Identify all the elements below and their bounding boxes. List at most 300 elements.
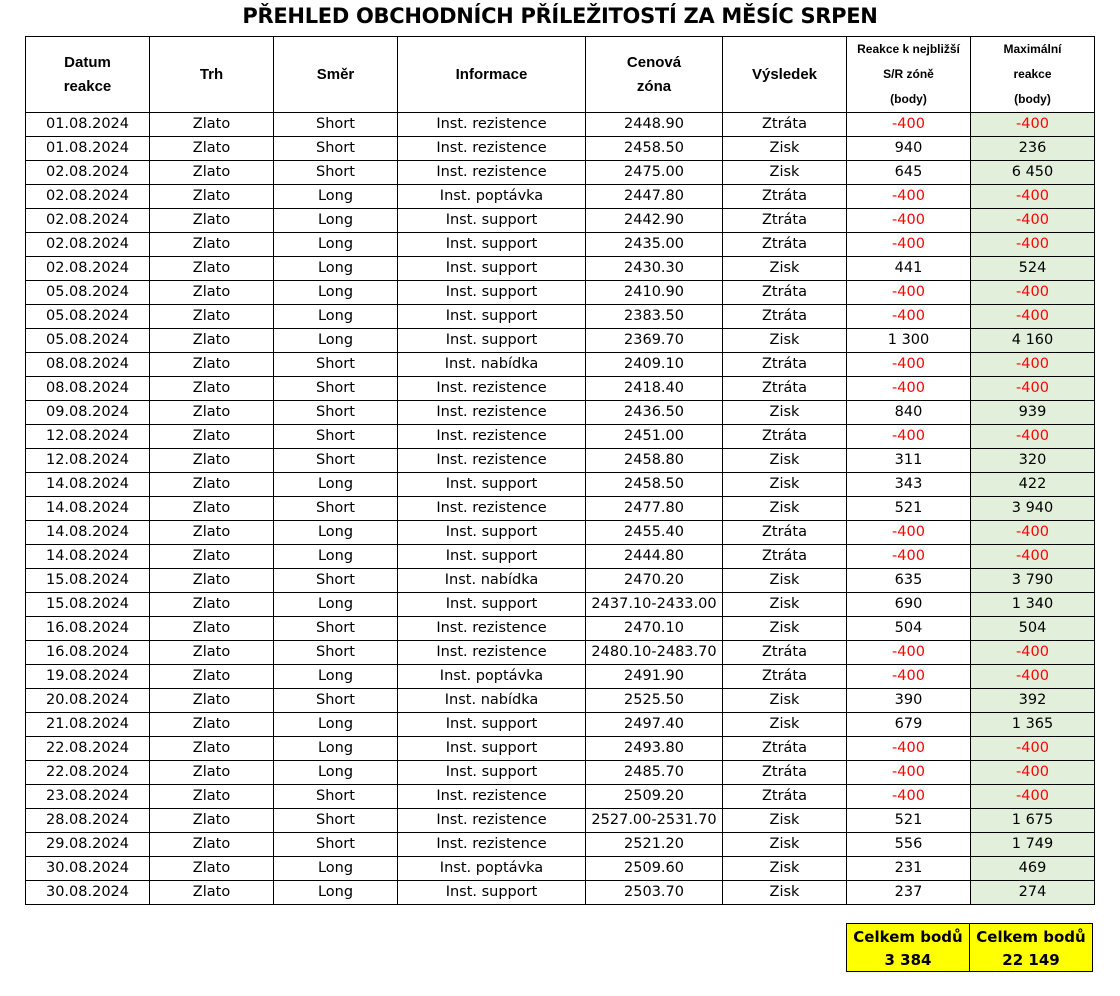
cell-market: Zlato bbox=[150, 449, 274, 473]
cell-date: 09.08.2024 bbox=[26, 401, 150, 425]
cell-direction: Short bbox=[274, 377, 398, 401]
cell-market: Zlato bbox=[150, 257, 274, 281]
cell-zone: 2458.50 bbox=[586, 473, 723, 497]
cell-market: Zlato bbox=[150, 545, 274, 569]
cell-max-reaction: -400 bbox=[971, 521, 1095, 545]
cell-market: Zlato bbox=[150, 377, 274, 401]
cell-market: Zlato bbox=[150, 857, 274, 881]
cell-zone: 2527.00-2531.70 bbox=[586, 809, 723, 833]
cell-sr-reaction: 237 bbox=[847, 881, 971, 905]
total-sr-cell bbox=[847, 924, 970, 972]
cell-zone: 2447.80 bbox=[586, 185, 723, 209]
cell-date: 12.08.2024 bbox=[26, 425, 150, 449]
cell-direction: Short bbox=[274, 833, 398, 857]
table-row bbox=[26, 257, 1095, 281]
cell-date: 22.08.2024 bbox=[26, 761, 150, 785]
cell-direction: Long bbox=[274, 209, 398, 233]
cell-max-reaction: -400 bbox=[971, 113, 1095, 137]
table-row bbox=[26, 161, 1095, 185]
cell-zone: 2491.90 bbox=[586, 665, 723, 689]
cell-max-reaction: 320 bbox=[971, 449, 1095, 473]
cell-market: Zlato bbox=[150, 809, 274, 833]
cell-max-reaction: 1 340 bbox=[971, 593, 1095, 617]
cell-info: Inst. support bbox=[398, 281, 586, 305]
cell-date: 08.08.2024 bbox=[26, 377, 150, 401]
cell-result: Zisk bbox=[723, 593, 847, 617]
cell-date: 22.08.2024 bbox=[26, 737, 150, 761]
cell-market: Zlato bbox=[150, 209, 274, 233]
cell-info: Inst. nabídka bbox=[398, 689, 586, 713]
cell-info: Inst. rezistence bbox=[398, 497, 586, 521]
cell-direction: Short bbox=[274, 353, 398, 377]
cell-info: Inst. rezistence bbox=[398, 425, 586, 449]
header-max-reakce: Maximální reakce (body) bbox=[971, 37, 1095, 113]
cell-zone: 2477.80 bbox=[586, 497, 723, 521]
cell-market: Zlato bbox=[150, 689, 274, 713]
cell-sr-reaction: 679 bbox=[847, 713, 971, 737]
cell-max-reaction: -400 bbox=[971, 665, 1095, 689]
cell-market: Zlato bbox=[150, 521, 274, 545]
cell-market: Zlato bbox=[150, 833, 274, 857]
cell-sr-reaction: 645 bbox=[847, 161, 971, 185]
cell-result: Zisk bbox=[723, 161, 847, 185]
cell-result: Ztráta bbox=[723, 377, 847, 401]
cell-market: Zlato bbox=[150, 761, 274, 785]
cell-info: Inst. support bbox=[398, 473, 586, 497]
cell-direction: Short bbox=[274, 401, 398, 425]
cell-sr-reaction: 1 300 bbox=[847, 329, 971, 353]
header-row bbox=[26, 37, 1095, 113]
table-row bbox=[26, 401, 1095, 425]
cell-date: 14.08.2024 bbox=[26, 473, 150, 497]
opportunities-table bbox=[25, 36, 1095, 905]
cell-result: Zisk bbox=[723, 329, 847, 353]
cell-sr-reaction: 840 bbox=[847, 401, 971, 425]
header-cenova-zona: Cenová zóna bbox=[586, 37, 723, 113]
cell-info: Inst. rezistence bbox=[398, 449, 586, 473]
cell-date: 28.08.2024 bbox=[26, 809, 150, 833]
cell-result: Zisk bbox=[723, 497, 847, 521]
cell-sr-reaction: 940 bbox=[847, 137, 971, 161]
page-title: PŘEHLED OBCHODNÍCH PŘÍLEŽITOSTÍ ZA MĚSÍC SRPEN bbox=[242, 4, 878, 28]
cell-info: Inst. rezistence bbox=[398, 641, 586, 665]
cell-direction: Short bbox=[274, 617, 398, 641]
cell-result: Ztráta bbox=[723, 737, 847, 761]
table-row bbox=[26, 593, 1095, 617]
cell-market: Zlato bbox=[150, 785, 274, 809]
cell-zone: 2435.00 bbox=[586, 233, 723, 257]
cell-result: Ztráta bbox=[723, 665, 847, 689]
cell-market: Zlato bbox=[150, 353, 274, 377]
table-row bbox=[26, 137, 1095, 161]
cell-date: 02.08.2024 bbox=[26, 161, 150, 185]
cell-date: 12.08.2024 bbox=[26, 449, 150, 473]
cell-market: Zlato bbox=[150, 425, 274, 449]
cell-sr-reaction: 504 bbox=[847, 617, 971, 641]
cell-date: 01.08.2024 bbox=[26, 113, 150, 137]
cell-zone: 2470.20 bbox=[586, 569, 723, 593]
cell-direction: Long bbox=[274, 233, 398, 257]
cell-info: Inst. poptávka bbox=[398, 857, 586, 881]
cell-direction: Long bbox=[274, 713, 398, 737]
cell-info: Inst. support bbox=[398, 713, 586, 737]
table-row bbox=[26, 185, 1095, 209]
cell-zone: 2480.10-2483.70 bbox=[586, 641, 723, 665]
cell-max-reaction: -400 bbox=[971, 737, 1095, 761]
cell-direction: Long bbox=[274, 761, 398, 785]
cell-zone: 2458.80 bbox=[586, 449, 723, 473]
table-row bbox=[26, 425, 1095, 449]
cell-date: 14.08.2024 bbox=[26, 545, 150, 569]
table-row bbox=[26, 785, 1095, 809]
total-sr-value: 3 384 bbox=[884, 950, 932, 969]
header-smer: Směr bbox=[274, 37, 398, 113]
table-row bbox=[26, 281, 1095, 305]
cell-sr-reaction: 343 bbox=[847, 473, 971, 497]
cell-direction: Short bbox=[274, 113, 398, 137]
cell-sr-reaction: 635 bbox=[847, 569, 971, 593]
cell-result: Zisk bbox=[723, 617, 847, 641]
cell-sr-reaction: 556 bbox=[847, 833, 971, 857]
cell-date: 15.08.2024 bbox=[26, 569, 150, 593]
cell-zone: 2437.10-2433.00 bbox=[586, 593, 723, 617]
cell-result: Ztráta bbox=[723, 545, 847, 569]
table-row bbox=[26, 617, 1095, 641]
cell-zone: 2430.30 bbox=[586, 257, 723, 281]
cell-info: Inst. support bbox=[398, 761, 586, 785]
cell-result: Zisk bbox=[723, 809, 847, 833]
cell-date: 23.08.2024 bbox=[26, 785, 150, 809]
cell-zone: 2444.80 bbox=[586, 545, 723, 569]
cell-date: 20.08.2024 bbox=[26, 689, 150, 713]
cell-date: 02.08.2024 bbox=[26, 209, 150, 233]
cell-info: Inst. support bbox=[398, 881, 586, 905]
table-row bbox=[26, 521, 1095, 545]
cell-info: Inst. rezistence bbox=[398, 617, 586, 641]
cell-date: 05.08.2024 bbox=[26, 329, 150, 353]
table-body bbox=[26, 113, 1095, 905]
total-max-value: 22 149 bbox=[1002, 950, 1060, 969]
cell-result: Zisk bbox=[723, 833, 847, 857]
cell-result: Ztráta bbox=[723, 785, 847, 809]
cell-direction: Short bbox=[274, 161, 398, 185]
cell-direction: Long bbox=[274, 185, 398, 209]
cell-market: Zlato bbox=[150, 113, 274, 137]
table-row bbox=[26, 809, 1095, 833]
cell-sr-reaction: -400 bbox=[847, 377, 971, 401]
cell-result: Zisk bbox=[723, 137, 847, 161]
cell-date: 19.08.2024 bbox=[26, 665, 150, 689]
table-row bbox=[26, 545, 1095, 569]
cell-result: Zisk bbox=[723, 881, 847, 905]
cell-direction: Long bbox=[274, 737, 398, 761]
table-row bbox=[26, 329, 1095, 353]
cell-direction: Long bbox=[274, 281, 398, 305]
cell-sr-reaction: 231 bbox=[847, 857, 971, 881]
header-datum: Datum reakce bbox=[26, 37, 150, 113]
cell-market: Zlato bbox=[150, 569, 274, 593]
cell-zone: 2470.10 bbox=[586, 617, 723, 641]
cell-direction: Short bbox=[274, 689, 398, 713]
cell-result: Zisk bbox=[723, 569, 847, 593]
cell-max-reaction: 469 bbox=[971, 857, 1095, 881]
cell-sr-reaction: -400 bbox=[847, 425, 971, 449]
cell-market: Zlato bbox=[150, 137, 274, 161]
table-row bbox=[26, 473, 1095, 497]
cell-market: Zlato bbox=[150, 497, 274, 521]
cell-date: 16.08.2024 bbox=[26, 617, 150, 641]
cell-info: Inst. rezistence bbox=[398, 161, 586, 185]
table-row bbox=[26, 689, 1095, 713]
cell-sr-reaction: -400 bbox=[847, 761, 971, 785]
cell-sr-reaction: -400 bbox=[847, 641, 971, 665]
table-row bbox=[26, 305, 1095, 329]
cell-result: Zisk bbox=[723, 857, 847, 881]
cell-result: Zisk bbox=[723, 689, 847, 713]
table-row bbox=[26, 737, 1095, 761]
cell-result: Ztráta bbox=[723, 521, 847, 545]
cell-market: Zlato bbox=[150, 185, 274, 209]
cell-sr-reaction: -400 bbox=[847, 353, 971, 377]
cell-max-reaction: 939 bbox=[971, 401, 1095, 425]
cell-zone: 2485.70 bbox=[586, 761, 723, 785]
table-row bbox=[26, 209, 1095, 233]
cell-result: Ztráta bbox=[723, 209, 847, 233]
cell-max-reaction: 392 bbox=[971, 689, 1095, 713]
table-row bbox=[26, 761, 1095, 785]
cell-info: Inst. support bbox=[398, 521, 586, 545]
cell-direction: Short bbox=[274, 497, 398, 521]
cell-info: Inst. support bbox=[398, 209, 586, 233]
cell-info: Inst. support bbox=[398, 257, 586, 281]
cell-zone: 2525.50 bbox=[586, 689, 723, 713]
cell-info: Inst. support bbox=[398, 305, 586, 329]
cell-max-reaction: -400 bbox=[971, 185, 1095, 209]
cell-sr-reaction: -400 bbox=[847, 113, 971, 137]
cell-sr-reaction: 690 bbox=[847, 593, 971, 617]
cell-max-reaction: 3 790 bbox=[971, 569, 1095, 593]
cell-sr-reaction: -400 bbox=[847, 665, 971, 689]
cell-sr-reaction: -400 bbox=[847, 185, 971, 209]
cell-direction: Short bbox=[274, 449, 398, 473]
cell-market: Zlato bbox=[150, 641, 274, 665]
cell-direction: Long bbox=[274, 329, 398, 353]
cell-info: Inst. support bbox=[398, 329, 586, 353]
cell-date: 30.08.2024 bbox=[26, 881, 150, 905]
cell-result: Ztráta bbox=[723, 641, 847, 665]
cell-info: Inst. rezistence bbox=[398, 377, 586, 401]
cell-market: Zlato bbox=[150, 329, 274, 353]
table-row bbox=[26, 833, 1095, 857]
cell-sr-reaction: -400 bbox=[847, 281, 971, 305]
cell-info: Inst. rezistence bbox=[398, 833, 586, 857]
cell-sr-reaction: 390 bbox=[847, 689, 971, 713]
header-reakce-sr: Reakce k nejbližší S/R zóně (body) bbox=[847, 37, 971, 113]
cell-result: Ztráta bbox=[723, 425, 847, 449]
cell-result: Ztráta bbox=[723, 233, 847, 257]
cell-direction: Long bbox=[274, 665, 398, 689]
cell-direction: Long bbox=[274, 305, 398, 329]
cell-sr-reaction: -400 bbox=[847, 521, 971, 545]
cell-info: Inst. poptávka bbox=[398, 185, 586, 209]
cell-result: Zisk bbox=[723, 401, 847, 425]
cell-max-reaction: -400 bbox=[971, 377, 1095, 401]
cell-market: Zlato bbox=[150, 233, 274, 257]
cell-info: Inst. rezistence bbox=[398, 137, 586, 161]
cell-zone: 2503.70 bbox=[586, 881, 723, 905]
cell-max-reaction: 4 160 bbox=[971, 329, 1095, 353]
cell-date: 02.08.2024 bbox=[26, 185, 150, 209]
cell-result: Zisk bbox=[723, 473, 847, 497]
cell-date: 16.08.2024 bbox=[26, 641, 150, 665]
cell-max-reaction: -400 bbox=[971, 761, 1095, 785]
table-row bbox=[26, 713, 1095, 737]
cell-zone: 2418.40 bbox=[586, 377, 723, 401]
cell-direction: Long bbox=[274, 521, 398, 545]
cell-sr-reaction: 521 bbox=[847, 809, 971, 833]
total-sr-label: Celkem bodů bbox=[853, 927, 963, 946]
cell-date: 15.08.2024 bbox=[26, 593, 150, 617]
cell-max-reaction: -400 bbox=[971, 233, 1095, 257]
cell-zone: 2455.40 bbox=[586, 521, 723, 545]
cell-sr-reaction: -400 bbox=[847, 209, 971, 233]
table-row bbox=[26, 881, 1095, 905]
cell-date: 08.08.2024 bbox=[26, 353, 150, 377]
table-row bbox=[26, 497, 1095, 521]
cell-market: Zlato bbox=[150, 473, 274, 497]
cell-zone: 2521.20 bbox=[586, 833, 723, 857]
cell-market: Zlato bbox=[150, 305, 274, 329]
cell-date: 01.08.2024 bbox=[26, 137, 150, 161]
cell-max-reaction: -400 bbox=[971, 281, 1095, 305]
cell-max-reaction: 1 675 bbox=[971, 809, 1095, 833]
table-row bbox=[26, 641, 1095, 665]
cell-market: Zlato bbox=[150, 161, 274, 185]
cell-info: Inst. nabídka bbox=[398, 569, 586, 593]
cell-info: Inst. support bbox=[398, 737, 586, 761]
cell-sr-reaction: -400 bbox=[847, 305, 971, 329]
cell-max-reaction: 1 365 bbox=[971, 713, 1095, 737]
cell-zone: 2448.90 bbox=[586, 113, 723, 137]
cell-date: 14.08.2024 bbox=[26, 497, 150, 521]
cell-zone: 2451.00 bbox=[586, 425, 723, 449]
cell-max-reaction: -400 bbox=[971, 209, 1095, 233]
cell-market: Zlato bbox=[150, 281, 274, 305]
total-max-cell bbox=[970, 924, 1093, 972]
cell-sr-reaction: 311 bbox=[847, 449, 971, 473]
cell-max-reaction: -400 bbox=[971, 545, 1095, 569]
cell-max-reaction: 274 bbox=[971, 881, 1095, 905]
table-row bbox=[26, 377, 1095, 401]
cell-max-reaction: 422 bbox=[971, 473, 1095, 497]
cell-info: Inst. support bbox=[398, 545, 586, 569]
cell-direction: Short bbox=[274, 569, 398, 593]
cell-direction: Long bbox=[274, 545, 398, 569]
cell-direction: Short bbox=[274, 809, 398, 833]
cell-max-reaction: 1 749 bbox=[971, 833, 1095, 857]
cell-zone: 2497.40 bbox=[586, 713, 723, 737]
cell-result: Ztráta bbox=[723, 305, 847, 329]
cell-result: Ztráta bbox=[723, 281, 847, 305]
header-trh: Trh bbox=[150, 37, 274, 113]
cell-info: Inst. poptávka bbox=[398, 665, 586, 689]
table-row bbox=[26, 665, 1095, 689]
cell-zone: 2410.90 bbox=[586, 281, 723, 305]
cell-zone: 2383.50 bbox=[586, 305, 723, 329]
cell-date: 29.08.2024 bbox=[26, 833, 150, 857]
cell-date: 02.08.2024 bbox=[26, 233, 150, 257]
cell-market: Zlato bbox=[150, 593, 274, 617]
cell-max-reaction: 504 bbox=[971, 617, 1095, 641]
table-row bbox=[26, 113, 1095, 137]
cell-info: Inst. rezistence bbox=[398, 785, 586, 809]
header-vysledek: Výsledek bbox=[723, 37, 847, 113]
cell-zone: 2369.70 bbox=[586, 329, 723, 353]
table-row bbox=[26, 569, 1095, 593]
cell-sr-reaction: 441 bbox=[847, 257, 971, 281]
cell-date: 05.08.2024 bbox=[26, 281, 150, 305]
cell-zone: 2458.50 bbox=[586, 137, 723, 161]
cell-direction: Long bbox=[274, 593, 398, 617]
cell-result: Zisk bbox=[723, 449, 847, 473]
cell-info: Inst. rezistence bbox=[398, 113, 586, 137]
cell-zone: 2409.10 bbox=[586, 353, 723, 377]
cell-max-reaction: 3 940 bbox=[971, 497, 1095, 521]
cell-sr-reaction: -400 bbox=[847, 785, 971, 809]
cell-info: Inst. support bbox=[398, 593, 586, 617]
cell-info: Inst. rezistence bbox=[398, 809, 586, 833]
cell-date: 05.08.2024 bbox=[26, 305, 150, 329]
cell-zone: 2509.60 bbox=[586, 857, 723, 881]
cell-result: Ztráta bbox=[723, 353, 847, 377]
cell-zone: 2436.50 bbox=[586, 401, 723, 425]
cell-direction: Long bbox=[274, 257, 398, 281]
header-informace: Informace bbox=[398, 37, 586, 113]
cell-direction: Long bbox=[274, 473, 398, 497]
cell-direction: Short bbox=[274, 137, 398, 161]
cell-zone: 2509.20 bbox=[586, 785, 723, 809]
cell-max-reaction: -400 bbox=[971, 425, 1095, 449]
cell-date: 30.08.2024 bbox=[26, 857, 150, 881]
cell-date: 14.08.2024 bbox=[26, 521, 150, 545]
cell-result: Zisk bbox=[723, 713, 847, 737]
cell-result: Ztráta bbox=[723, 761, 847, 785]
cell-market: Zlato bbox=[150, 881, 274, 905]
cell-market: Zlato bbox=[150, 737, 274, 761]
cell-max-reaction: 524 bbox=[971, 257, 1095, 281]
cell-max-reaction: -400 bbox=[971, 785, 1095, 809]
cell-sr-reaction: -400 bbox=[847, 545, 971, 569]
cell-max-reaction: 6 450 bbox=[971, 161, 1095, 185]
cell-direction: Short bbox=[274, 425, 398, 449]
cell-result: Ztráta bbox=[723, 185, 847, 209]
cell-sr-reaction: -400 bbox=[847, 737, 971, 761]
table-row bbox=[26, 233, 1095, 257]
cell-sr-reaction: -400 bbox=[847, 233, 971, 257]
total-max-label: Celkem bodů bbox=[976, 927, 1086, 946]
cell-date: 21.08.2024 bbox=[26, 713, 150, 737]
cell-max-reaction: -400 bbox=[971, 641, 1095, 665]
cell-info: Inst. rezistence bbox=[398, 401, 586, 425]
cell-max-reaction: -400 bbox=[971, 305, 1095, 329]
cell-market: Zlato bbox=[150, 401, 274, 425]
cell-max-reaction: 236 bbox=[971, 137, 1095, 161]
cell-zone: 2493.80 bbox=[586, 737, 723, 761]
cell-result: Zisk bbox=[723, 257, 847, 281]
totals-table bbox=[846, 923, 1093, 972]
cell-sr-reaction: 521 bbox=[847, 497, 971, 521]
cell-info: Inst. nabídka bbox=[398, 353, 586, 377]
